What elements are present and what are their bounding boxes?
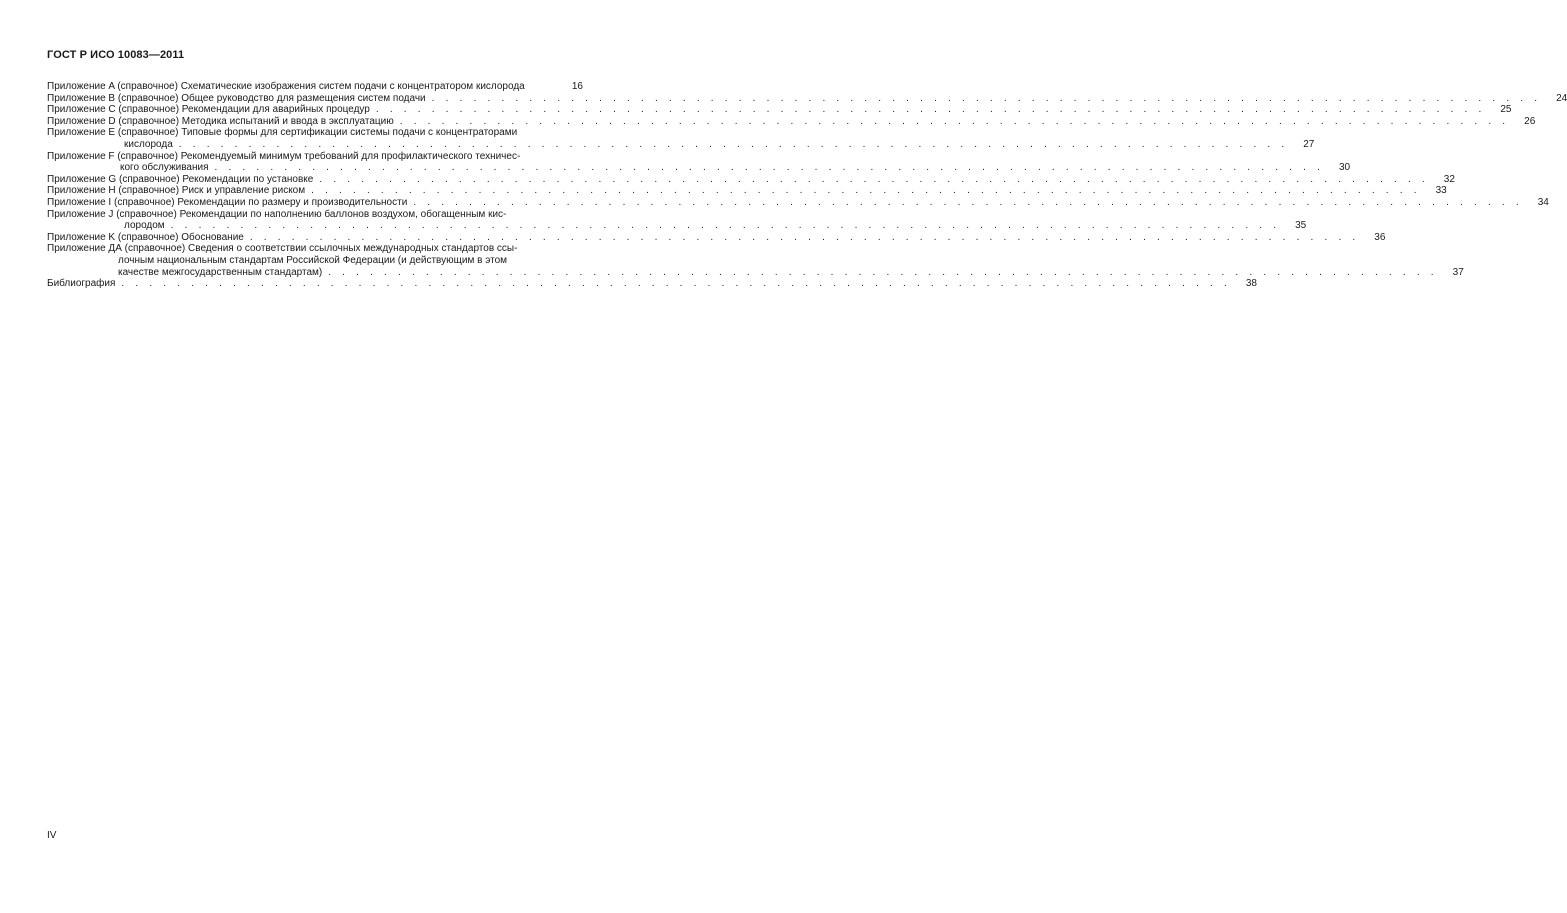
dot-leader: . . . . . . . . . . . . . . . . . . . . . . . . . . . . . . . . . . . . . . . . . . . . . . . . . . . . . . . . . . . . . . . . . . . . . . . . . . . . . . . . xyxy=(170,220,1281,232)
document-header-title: ГОСТ Р ИСО 10083—2011 xyxy=(47,49,185,61)
toc-entry[interactable] xyxy=(47,173,1455,186)
toc-line xyxy=(47,173,1455,186)
toc-entry[interactable] xyxy=(47,196,1549,209)
toc-entry-text: лочным национальным стандартам Российской Федерации (и действующим в этом xyxy=(118,254,507,266)
toc-page-number: 36 xyxy=(1374,231,1386,243)
toc-entry-text: кого обслуживания xyxy=(120,162,209,174)
dot-leader: . . . . . . . . . . . . . . . . . . . . . . . . . . . . . . . . . . . . . . . . . . . . . . . . . . . . . . . . . . . . . . . . . . . . . . . . . . . . . . . . xyxy=(249,231,1360,243)
toc-entry-text: Приложение A (справочное) Схематические изображения систем подачи с концентратором кислорода xyxy=(47,81,525,92)
toc-line xyxy=(47,104,1512,116)
dot-leader: . . . . . . . . . . . . . . . . . . . . . . . . . . . . . . . . . . . . . . . . . . . . . . . . . . . . . . . . . . . . . . . . . . . . . . . . . . . . . . . . xyxy=(431,92,1542,104)
toc-entry[interactable] xyxy=(47,115,1536,128)
toc-line xyxy=(47,243,583,255)
toc-entry-text: Приложение I (справочное) Рекомендации по размеру и производительности xyxy=(47,196,408,208)
toc-line xyxy=(47,196,1549,209)
toc-line xyxy=(47,209,583,221)
toc-line xyxy=(47,255,583,267)
toc-page-number: 26 xyxy=(1524,115,1536,127)
toc-line xyxy=(47,115,1536,128)
toc-entry[interactable] xyxy=(47,278,1257,290)
toc-entry-text: Приложение G (справочное) Рекомендации по установке xyxy=(47,173,314,185)
toc-entry[interactable] xyxy=(47,81,583,93)
toc-entry-text: Приложение H (справочное) Риск и управление риском xyxy=(47,185,306,197)
toc-entry[interactable] xyxy=(47,185,1447,197)
toc-entry[interactable] xyxy=(47,243,1464,278)
toc-page-number: 35 xyxy=(1295,220,1307,232)
toc-line xyxy=(47,81,583,93)
toc-page-number: 27 xyxy=(1303,138,1315,150)
dot-leader: . . . . . . . . . . . . . . . . . . . . . . . . . . . . . . . . . . . . . . . . . . . . . . . . . . . . . . . . . . . . . . . . . . . . . . . . . . . . . . . . xyxy=(375,104,1486,116)
toc-line xyxy=(47,127,583,139)
toc-entry-text: кислорода xyxy=(124,138,173,150)
toc-page-number: 24 xyxy=(1556,92,1567,104)
table-of-contents xyxy=(47,81,1567,290)
toc-entry-text: Библиография xyxy=(47,278,116,290)
toc-entry[interactable] xyxy=(47,208,1307,232)
toc-page-number: 32 xyxy=(1443,173,1455,185)
toc-entry[interactable] xyxy=(47,231,1386,244)
toc-entry[interactable] xyxy=(47,92,1567,105)
toc-page-number: 30 xyxy=(1338,162,1351,174)
toc-page-number: 25 xyxy=(1500,104,1512,116)
dot-leader: . . . . . . . . . . . . . . . . . . . . . . . . . . . . . . . . . . . . . . . . . . . . . . . . . . . . . . . . . . . . . . . . . . . . . . . . . . . . . . . . xyxy=(319,173,1429,185)
toc-entry-text: Приложение F (справочное) Рекомендуемый минимум требований для профилактического техничес- xyxy=(47,150,521,162)
toc-entry[interactable] xyxy=(47,150,1351,174)
toc-line xyxy=(47,151,583,163)
toc-page-number: 37 xyxy=(1452,266,1464,278)
toc-entry-text: Приложение C (справочное) Рекомендации для аварийных процедур xyxy=(47,104,370,116)
toc-entry[interactable] xyxy=(47,127,1315,150)
toc-entry-text: Приложение K (справочное) Обоснование xyxy=(47,231,244,243)
toc-entry-text: Приложение D (справочное) Методика испытаний и ввода в эксплуатацию xyxy=(47,115,394,127)
toc-line xyxy=(47,220,1307,232)
dot-leader: . . . . . . . . . . . . . . . . . . . . . . . . . . . . . . . . . . . . . . . . . . . . . . . . . . . . . . . . . . . . . . . . . . . . . . . . . . . . . . . . xyxy=(399,115,1510,127)
toc-line xyxy=(47,266,1464,279)
toc-entry-text: Приложение B (справочное) Общее руководство для размещения систем подачи xyxy=(47,92,426,104)
toc-entry-text: Приложение ДА (справочное) Сведения о соответствии ссылочных международных стандартов ссы- xyxy=(47,243,518,255)
dot-leader: . . . . . . . . . . . . . . . . . . . . . . . . . . . . . . . . . . . . . . . . . . . . . . . . . . . . . . . . . . . . . . . . . . . . . . . . . . . . . . . . xyxy=(311,185,1421,197)
toc-page-number: 33 xyxy=(1435,185,1447,197)
toc-entry-text: Приложение J (справочное) Рекомендации по наполнению баллонов воздухом, обогащенным кис- xyxy=(47,208,507,220)
toc-page-number: 16 xyxy=(571,81,583,92)
dot-leader: . . . . . . . . . . . . . . . . . . . . . . . . . . . . . . . . . . . . . . . . . . . . . . . . . . . . . . . . . . . . . . . . . . . . . . . . . . . . . . . . xyxy=(328,266,1438,278)
toc-page-number: 38 xyxy=(1245,278,1257,290)
toc-entry-text: качестве межгосударственным стандартам) xyxy=(118,266,323,278)
toc-line xyxy=(47,278,1257,290)
toc-line xyxy=(47,162,1351,174)
toc-line xyxy=(47,231,1386,244)
toc-page-number: 34 xyxy=(1537,196,1549,208)
dot-leader: . . . . . . . . . . . . . . . . . . . . . . . . . . . . . . . . . . . . . . . . . . . . . . . . . . . . . . . . . . . . . . . . . . . . . . . . . . . . . . . . xyxy=(178,138,1289,150)
dot-leader: . . . . . . . . . . . . . . . . . . . . . . . . . . . . . . . . . . . . . . . . . . . . . . . . . . . . . . . . . . . . . . . . . . . . . . . . . . . . . . . . xyxy=(214,162,1325,174)
toc-entry-text: Приложение E (справочное) Типовые формы для сертификации системы подачи с концентраторами xyxy=(47,127,518,139)
toc-line xyxy=(47,185,1447,197)
toc-line xyxy=(47,138,1315,151)
dot-leader: . . . . . . . . . . . . . . . . . . . . . . . . . . . . . . . . . . . . . . . . . . . . . . . . . . . . . . . . . . . . . . . . . . . . . . . . . . . . . . . . xyxy=(121,278,1231,290)
toc-entry-text: лородом xyxy=(124,220,165,232)
toc-line xyxy=(47,92,1567,105)
page-number: IV xyxy=(47,830,57,841)
toc-entry[interactable] xyxy=(47,104,1512,116)
dot-leader: . . . . . . . . . . . . . . . . . . . . . . . . . . . . . . . . . . . . . . . . . . . . . . . . . . . . . . . . . . . . . . . . . . . . . . . . . . . . . . . . xyxy=(413,196,1523,208)
